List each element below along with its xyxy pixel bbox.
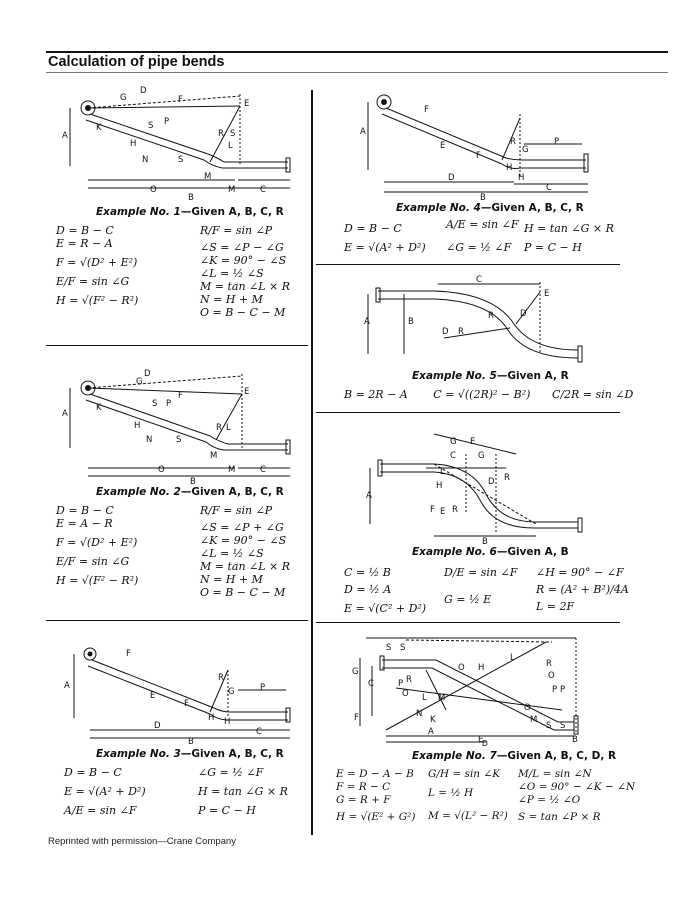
svg-text:E: E: [440, 507, 446, 517]
svg-text:D: D: [140, 86, 147, 96]
example-5-formulas: B = 2R − A C = √((2R)² − B²) C/2R = sin ∠D: [344, 388, 634, 401]
svg-text:N: N: [146, 435, 153, 445]
example-6-formulas-col1: C = ½ B D = ½ A E = √(C² + D²): [344, 566, 427, 615]
divider-right-3: [316, 622, 620, 623]
svg-text:G: G: [228, 687, 235, 697]
svg-text:R: R: [510, 137, 516, 147]
svg-text:D: D: [448, 173, 455, 183]
example-4-caption: Example No. 4—Given A, B, C, R: [396, 202, 584, 214]
svg-text:A: A: [62, 409, 68, 419]
svg-text:F: F: [424, 105, 429, 115]
svg-text:G: G: [478, 451, 485, 461]
example-3-formulas-right: ∠G = ½ ∠F H = tan ∠G × R P = C − H: [198, 766, 288, 817]
svg-text:O: O: [402, 689, 409, 699]
example-1-formulas-left: D = B − C E = R − A F = √(D² + E²) E/F = sin ∠G H = √(F² − R²): [56, 224, 139, 307]
svg-text:F: F: [476, 151, 481, 161]
svg-text:S: S: [386, 643, 392, 653]
svg-text:R: R: [504, 473, 510, 483]
svg-text:K: K: [96, 123, 102, 133]
svg-text:H: H: [134, 421, 141, 431]
svg-text:D: D: [144, 369, 151, 379]
example-3-caption: Example No. 3—Given A, B, C, R: [96, 748, 284, 760]
svg-text:B: B: [188, 193, 194, 203]
example-6-formulas-col3: ∠H = 90° − ∠F R = (A² + B²)/4A L = 2F: [536, 566, 629, 613]
svg-text:S: S: [152, 399, 158, 409]
svg-text:H: H: [518, 173, 525, 183]
example-4-formulas-col2: A/E = sin ∠F ∠G = ½ ∠F: [446, 218, 519, 254]
example-6-caption: Example No. 6—Given A, B: [412, 546, 569, 558]
example-4-formulas-col3: H = tan ∠G × R P = C − H: [524, 222, 614, 254]
svg-text:H: H: [130, 139, 137, 149]
example-3-diagram: [60, 640, 300, 744]
svg-text:F: F: [126, 649, 131, 659]
svg-text:F: F: [178, 391, 183, 401]
svg-text:L: L: [228, 141, 233, 151]
svg-text:B: B: [188, 737, 194, 744]
example-4-diagram: [360, 88, 600, 200]
svg-text:R: R: [218, 129, 224, 139]
svg-text:H: H: [478, 663, 485, 673]
svg-text:D: D: [442, 327, 449, 337]
svg-text:R: R: [216, 423, 222, 433]
svg-text:E: E: [150, 691, 156, 701]
svg-text:C: C: [546, 183, 552, 193]
svg-text:C: C: [256, 727, 262, 737]
svg-text:E: E: [440, 141, 446, 151]
svg-text:S: S: [176, 435, 182, 445]
svg-text:D: D: [488, 477, 495, 487]
example-7-diagram: [346, 630, 596, 746]
svg-text:G: G: [120, 93, 127, 103]
svg-text:O: O: [158, 465, 165, 475]
svg-text:C: C: [260, 465, 266, 475]
svg-text:M: M: [210, 451, 218, 461]
example-5-caption: Example No. 5—Given A, R: [412, 370, 569, 382]
svg-text:O: O: [548, 671, 555, 681]
example-7-formulas-col2: G/H = sin ∠K L = ½ H M = √(L² − R²): [428, 768, 508, 822]
svg-text:E: E: [478, 735, 484, 745]
example-1-diagram: [60, 84, 300, 204]
svg-text:P: P: [554, 137, 560, 147]
page-title: Calculation of pipe bends: [48, 54, 225, 70]
svg-text:G: G: [522, 145, 529, 155]
svg-text:F: F: [430, 505, 435, 515]
svg-text:B: B: [572, 735, 578, 745]
svg-text:K: K: [96, 403, 102, 413]
svg-text:S: S: [230, 129, 236, 139]
svg-text:G: G: [136, 377, 143, 387]
svg-text:E: E: [470, 437, 476, 447]
svg-text:M: M: [530, 715, 538, 725]
example-7-formulas-col3: M/L = sin ∠N ∠O = 90° − ∠K − ∠N ∠P = ½ ∠O S = tan ∠P × R: [518, 768, 636, 823]
svg-text:G: G: [450, 437, 457, 447]
svg-text:L: L: [226, 423, 231, 433]
svg-text:D: D: [154, 721, 161, 731]
svg-text:K: K: [430, 715, 436, 725]
svg-text:D: D: [520, 309, 527, 319]
divider-right-1: [316, 264, 620, 265]
svg-text:G: G: [352, 667, 359, 677]
title-rule: [46, 51, 668, 53]
example-4-formulas-col1: D = B − C E = √(A² + D²): [344, 222, 426, 254]
svg-text:P: P: [164, 117, 170, 127]
svg-text:B: B: [408, 317, 414, 327]
example-5-diagram: [364, 274, 594, 366]
svg-text:L: L: [510, 653, 515, 663]
svg-text:C: C: [450, 451, 456, 461]
svg-text:P: P: [260, 683, 266, 693]
svg-text:A: A: [360, 127, 366, 137]
svg-text:P: P: [398, 679, 404, 689]
svg-text:O: O: [458, 663, 465, 673]
svg-text:C: C: [476, 275, 482, 285]
svg-text:R: R: [458, 327, 464, 337]
svg-text:M: M: [228, 185, 236, 195]
svg-text:M: M: [204, 172, 212, 182]
svg-text:O: O: [524, 703, 531, 713]
svg-text:B: B: [482, 537, 488, 544]
svg-text:N: N: [416, 709, 423, 719]
svg-text:S: S: [400, 643, 406, 653]
svg-text:B: B: [190, 477, 196, 486]
svg-text:L: L: [422, 693, 427, 703]
example-6-formulas-col2: D/E = sin ∠F G = ½ E: [444, 566, 518, 606]
svg-text:S: S: [178, 155, 184, 165]
svg-text:F: F: [184, 699, 189, 709]
svg-text:P: P: [560, 685, 566, 695]
divider-left-2: [46, 620, 308, 621]
svg-text:R: R: [452, 505, 458, 515]
svg-text:A: A: [64, 681, 70, 691]
column-divider: [311, 90, 313, 835]
divider-right-2: [316, 412, 620, 413]
svg-text:S: S: [546, 721, 552, 731]
svg-text:P: P: [552, 685, 558, 695]
svg-text:E: E: [244, 387, 250, 397]
svg-text:R: R: [546, 659, 552, 669]
example-7-formulas-col1: E = D − A − B F = R − C G = R + F H = √(E² + G²): [336, 768, 416, 823]
svg-text:A: A: [364, 317, 370, 327]
svg-text:D: D: [482, 739, 488, 746]
svg-text:F: F: [354, 713, 359, 723]
svg-text:E: E: [244, 99, 250, 109]
svg-text:H: H: [436, 481, 443, 491]
svg-text:R: R: [488, 311, 494, 321]
svg-text:R: R: [406, 675, 412, 685]
svg-text:R: R: [218, 673, 224, 683]
svg-text:N: N: [142, 155, 149, 165]
svg-text:O: O: [150, 185, 157, 195]
svg-text:L: L: [440, 467, 445, 477]
divider-left-1: [46, 345, 308, 346]
svg-text:S: S: [560, 721, 566, 731]
example-1-caption: Example No. 1—Given A, B, C, R: [96, 206, 284, 218]
svg-text:M: M: [228, 465, 236, 475]
example-2-diagram: [60, 368, 300, 486]
example-2-caption: Example No. 2—Given A, B, C, R: [96, 486, 284, 498]
example-1-formulas-right: R/F = sin ∠P ∠S = ∠P − ∠G ∠K = 90° − ∠S ∠L = ½ ∠S M = tan ∠L × R N = H + M O = B − C − M: [200, 224, 291, 319]
example-7-caption: Example No. 7—Given A, B, C, D, R: [412, 750, 617, 762]
svg-text:C: C: [368, 679, 374, 689]
svg-text:B: B: [480, 193, 486, 200]
svg-text:S: S: [148, 121, 154, 131]
example-3-formulas-left: D = B − C E = √(A² + D²) A/E = sin ∠F: [64, 766, 146, 817]
example-6-diagram: [366, 424, 592, 544]
footer-credit: Reprinted with permission—Crane Company: [48, 836, 236, 847]
svg-text:F: F: [178, 95, 183, 105]
svg-text:M: M: [438, 693, 446, 703]
svg-text:P: P: [166, 399, 172, 409]
svg-text:A: A: [366, 491, 372, 501]
svg-text:A: A: [62, 131, 68, 141]
svg-text:A: A: [428, 727, 434, 737]
svg-text:C: C: [260, 185, 266, 195]
svg-text:H: H: [208, 713, 215, 723]
svg-text:H: H: [224, 717, 231, 727]
svg-text:E: E: [544, 289, 550, 299]
example-2-formulas-right: R/F = sin ∠P ∠S = ∠P + ∠G ∠K = 90° − ∠S ∠L = ½ ∠S M = tan ∠L × R N = H + M O = B − C − M: [200, 504, 291, 599]
svg-text:H: H: [506, 163, 513, 173]
title-underline: [46, 72, 668, 73]
example-2-formulas-left: D = B − C E = A − R F = √(D² + E²) E/F = sin ∠G H = √(F² − R²): [56, 504, 139, 587]
